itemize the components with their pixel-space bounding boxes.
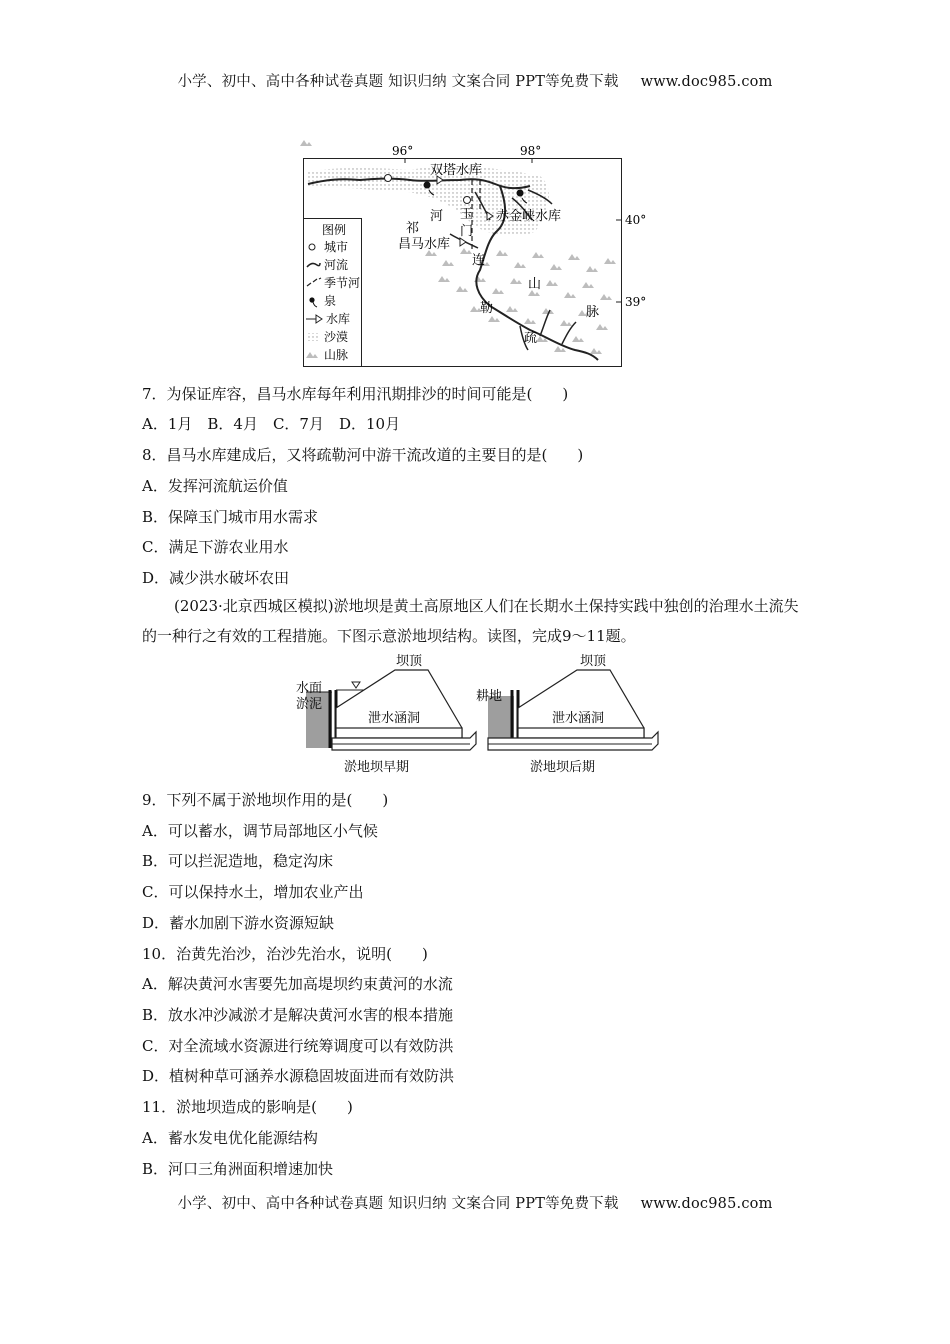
legend-reservoir: 水库 bbox=[326, 312, 351, 326]
page-header bbox=[0, 70, 950, 91]
label-he: 河 bbox=[430, 209, 444, 224]
header-text: 小学、初中、高中各种试卷真题 知识归纳 文案合同 PPT等免费下载 bbox=[177, 74, 619, 90]
early-water-label: 水面 bbox=[296, 681, 323, 696]
late-crest-label: 坝顶 bbox=[580, 654, 607, 669]
label-shu: 疏 bbox=[524, 331, 538, 346]
question-8-stem: 8．昌马水库建成后，又将疏勒河中游干流改道的主要目的是( ) bbox=[142, 446, 584, 464]
question-8-option-c: C．满足下游农业用水 bbox=[142, 538, 289, 556]
lat-label-39: 39° bbox=[625, 295, 647, 309]
city-marker bbox=[385, 175, 392, 182]
early-crest-label: 坝顶 bbox=[396, 654, 423, 669]
question-11-option-a: A．蓄水发电优化能源结构 bbox=[142, 1129, 318, 1147]
early-culvert-label: 泄水涵洞 bbox=[368, 711, 421, 726]
question-8-option-d: D．减少洪水破坏农田 bbox=[142, 569, 290, 587]
question-8-option-a: A．发挥河流航运价值 bbox=[142, 477, 288, 495]
legend-mountain: 山脉 bbox=[324, 348, 349, 362]
label-men: 门 bbox=[460, 224, 474, 239]
question-9-option-b: B．可以拦泥造地，稳定沟床 bbox=[142, 852, 334, 870]
late-farmland-label: 耕地 bbox=[476, 689, 503, 704]
page-footer bbox=[0, 1192, 950, 1213]
question-10-option-c: C．对全流域水资源进行统筹调度可以有效防洪 bbox=[142, 1037, 454, 1055]
question-10-option-b: B．放水冲沙减淤才是解决黄河水害的根本措施 bbox=[142, 1006, 454, 1024]
label-changma-reservoir: 昌马水库 bbox=[398, 237, 451, 252]
question-9-option-c: C．可以保持水土，增加农业产出 bbox=[142, 883, 364, 901]
passage-paragraph bbox=[142, 591, 802, 651]
label-shan: 山 bbox=[528, 277, 542, 292]
legend-city: 城市 bbox=[324, 240, 349, 254]
lon-label-98: 98° bbox=[520, 144, 542, 158]
question-11-stem: 11．淤地坝造成的影响是( ) bbox=[142, 1098, 353, 1116]
question-10-stem: 10．治黄先治沙，治沙先治水，说明( ) bbox=[142, 945, 428, 963]
passage-text: (2023·北京西城区模拟)淤地坝是黄土高原地区人们在长期水土保持实践中独创的治理水土流失的一种行之有效的工程措施。下图示意淤地坝结构。读图，完成9～11题。 bbox=[142, 597, 799, 645]
lat-label-40: 40° bbox=[625, 213, 647, 227]
question-7-stem: 7．为保证库容，昌马水库每年利用汛期排沙的时间可能是( ) bbox=[142, 385, 569, 403]
question-7-options: A．1月 B．4月 C．7月 D．10月 bbox=[142, 415, 401, 433]
early-caption: 淤地坝早期 bbox=[344, 760, 410, 775]
label-yu: 玉 bbox=[460, 207, 474, 222]
label-lian: 连 bbox=[472, 253, 486, 268]
label-le: 勒 bbox=[480, 301, 494, 316]
label-mai: 脉 bbox=[586, 305, 600, 320]
early-silt-label: 淤泥 bbox=[296, 697, 323, 712]
legend-spring: 泉 bbox=[324, 294, 337, 308]
legend-desert: 沙漠 bbox=[324, 330, 349, 344]
legend-seasonal-river: 季节河 bbox=[324, 276, 361, 290]
question-9-option-d: D．蓄水加剧下游水资源短缺 bbox=[142, 914, 335, 932]
question-9-stem: 9．下列不属于淤地坝作用的是( ) bbox=[142, 791, 389, 809]
question-11-option-b: B．河口三角洲面积增速加快 bbox=[142, 1160, 334, 1178]
label-shuangta-reservoir: 双塔水库 bbox=[430, 163, 483, 178]
footer-text: 小学、初中、高中各种试卷真题 知识归纳 文案合同 PPT等免费下载 bbox=[177, 1196, 619, 1212]
dam-early bbox=[296, 653, 476, 775]
legend-river: 河流 bbox=[324, 258, 349, 272]
shule-river-map bbox=[300, 140, 660, 372]
label-qi: 祁 bbox=[406, 221, 420, 236]
dam-late bbox=[476, 653, 658, 775]
label-chijinxia-reservoir: 赤金峡水库 bbox=[496, 209, 562, 224]
footer-url[interactable]: www.doc985.com bbox=[640, 1196, 773, 1212]
legend-title: 图例 bbox=[322, 223, 347, 237]
late-culvert-label: 泄水涵洞 bbox=[552, 711, 605, 726]
header-url[interactable]: www.doc985.com bbox=[640, 74, 773, 90]
question-9-option-a: A．可以蓄水，调节局部地区小气候 bbox=[142, 822, 378, 840]
map-legend bbox=[304, 219, 362, 367]
lon-label-96: 96° bbox=[392, 144, 414, 158]
question-10-option-d: D．植树种草可涵养水源稳固坡面进而有效防洪 bbox=[142, 1067, 455, 1085]
city-marker bbox=[464, 197, 471, 204]
dam-structure-diagram bbox=[290, 652, 670, 780]
late-caption: 淤地坝后期 bbox=[530, 760, 596, 775]
question-10-option-a: A．解决黄河水害要先加高堤坝约束黄河的水流 bbox=[142, 975, 453, 993]
question-8-option-b: B．保障玉门城市用水需求 bbox=[142, 508, 319, 526]
